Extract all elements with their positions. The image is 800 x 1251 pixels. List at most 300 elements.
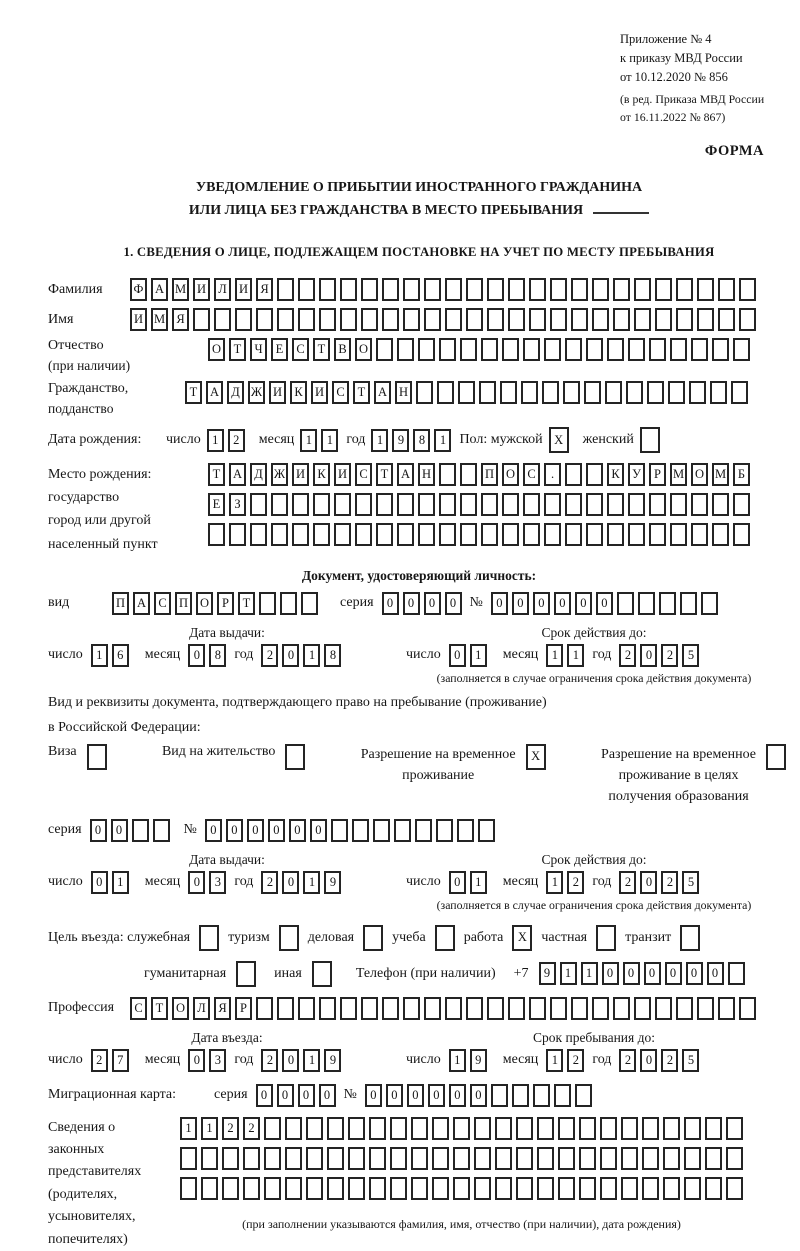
- char-cell[interactable]: [537, 1117, 554, 1140]
- char-cell[interactable]: 2: [261, 1049, 278, 1072]
- char-cell[interactable]: [523, 493, 540, 516]
- business-checkbox-cell[interactable]: [363, 925, 383, 951]
- char-cell[interactable]: Т: [353, 381, 370, 404]
- char-cell[interactable]: [411, 1147, 428, 1170]
- char-cell[interactable]: [424, 278, 441, 301]
- char-cell[interactable]: О: [172, 997, 189, 1020]
- char-cell[interactable]: [466, 278, 483, 301]
- char-cell[interactable]: [439, 523, 456, 546]
- char-cell[interactable]: [676, 278, 693, 301]
- char-cell[interactable]: А: [374, 381, 391, 404]
- char-cell[interactable]: [285, 1147, 302, 1170]
- char-cell[interactable]: 0: [282, 1049, 299, 1072]
- char-cell[interactable]: [579, 1147, 596, 1170]
- char-cell[interactable]: 9: [324, 1049, 341, 1072]
- char-cell[interactable]: О: [208, 338, 225, 361]
- char-cell[interactable]: [516, 1117, 533, 1140]
- char-cell[interactable]: А: [151, 278, 168, 301]
- char-cell[interactable]: [529, 278, 546, 301]
- char-cell[interactable]: [558, 1177, 575, 1200]
- char-cell[interactable]: О: [355, 338, 372, 361]
- char-cell[interactable]: Ж: [248, 381, 265, 404]
- char-cell[interactable]: 0: [277, 1084, 294, 1107]
- other-checkbox-cell[interactable]: [312, 961, 332, 987]
- work-checkbox-cell[interactable]: X: [512, 925, 532, 951]
- char-cell[interactable]: [132, 819, 149, 842]
- char-cell[interactable]: [285, 1117, 302, 1140]
- char-cell[interactable]: [445, 278, 462, 301]
- male-checkbox-cell[interactable]: X: [549, 427, 569, 453]
- char-cell[interactable]: [642, 1147, 659, 1170]
- char-cell[interactable]: 0: [382, 592, 399, 615]
- char-cell[interactable]: И: [193, 278, 210, 301]
- char-cell[interactable]: [684, 1117, 701, 1140]
- char-cell[interactable]: [579, 1117, 596, 1140]
- char-cell[interactable]: 1: [560, 962, 577, 985]
- char-cell[interactable]: Л: [193, 997, 210, 1020]
- char-cell[interactable]: [705, 1117, 722, 1140]
- char-cell[interactable]: [542, 381, 559, 404]
- char-cell[interactable]: 8: [413, 429, 430, 452]
- char-cell[interactable]: [733, 523, 750, 546]
- char-cell[interactable]: С: [130, 997, 147, 1020]
- char-cell[interactable]: [638, 592, 655, 615]
- char-cell[interactable]: [512, 1084, 529, 1107]
- char-cell[interactable]: [403, 308, 420, 331]
- char-cell[interactable]: Д: [250, 463, 267, 486]
- char-cell[interactable]: [680, 592, 697, 615]
- char-cell[interactable]: [222, 1147, 239, 1170]
- char-cell[interactable]: И: [130, 308, 147, 331]
- char-cell[interactable]: [340, 278, 357, 301]
- char-cell[interactable]: [403, 997, 420, 1020]
- char-cell[interactable]: 1: [434, 429, 451, 452]
- char-cell[interactable]: [264, 1117, 281, 1140]
- char-cell[interactable]: А: [133, 592, 150, 615]
- char-cell[interactable]: [453, 1117, 470, 1140]
- char-cell[interactable]: [613, 997, 630, 1020]
- char-cell[interactable]: [718, 308, 735, 331]
- char-cell[interactable]: Д: [227, 381, 244, 404]
- char-cell[interactable]: 1: [303, 871, 320, 894]
- char-cell[interactable]: 0: [665, 962, 682, 985]
- char-cell[interactable]: [655, 308, 672, 331]
- char-cell[interactable]: Ч: [250, 338, 267, 361]
- char-cell[interactable]: [500, 381, 517, 404]
- char-cell[interactable]: [655, 997, 672, 1020]
- char-cell[interactable]: [697, 278, 714, 301]
- char-cell[interactable]: [642, 1117, 659, 1140]
- char-cell[interactable]: [523, 338, 540, 361]
- char-cell[interactable]: [663, 1117, 680, 1140]
- char-cell[interactable]: [487, 278, 504, 301]
- char-cell[interactable]: Е: [208, 493, 225, 516]
- char-cell[interactable]: [634, 278, 651, 301]
- char-cell[interactable]: 2: [567, 871, 584, 894]
- char-cell[interactable]: [544, 338, 561, 361]
- char-cell[interactable]: И: [235, 278, 252, 301]
- char-cell[interactable]: Л: [214, 278, 231, 301]
- char-cell[interactable]: 1: [300, 429, 317, 452]
- char-cell[interactable]: [529, 308, 546, 331]
- char-cell[interactable]: [369, 1117, 386, 1140]
- char-cell[interactable]: [712, 493, 729, 516]
- char-cell[interactable]: Я: [214, 997, 231, 1020]
- char-cell[interactable]: Т: [208, 463, 225, 486]
- char-cell[interactable]: [607, 493, 624, 516]
- char-cell[interactable]: М: [151, 308, 168, 331]
- char-cell[interactable]: [436, 819, 453, 842]
- female-checkbox-cell[interactable]: [640, 427, 660, 453]
- char-cell[interactable]: Т: [376, 463, 393, 486]
- char-cell[interactable]: [626, 381, 643, 404]
- temp-residence-edu-checkbox-cell[interactable]: [766, 744, 786, 770]
- char-cell[interactable]: [550, 308, 567, 331]
- char-cell[interactable]: [613, 308, 630, 331]
- char-cell[interactable]: 0: [575, 592, 592, 615]
- char-cell[interactable]: [418, 523, 435, 546]
- char-cell[interactable]: Н: [395, 381, 412, 404]
- char-cell[interactable]: Т: [238, 592, 255, 615]
- char-cell[interactable]: О: [196, 592, 213, 615]
- char-cell[interactable]: С: [523, 463, 540, 486]
- char-cell[interactable]: 9: [324, 871, 341, 894]
- char-cell[interactable]: 2: [661, 1049, 678, 1072]
- char-cell[interactable]: [437, 381, 454, 404]
- char-cell[interactable]: [691, 338, 708, 361]
- char-cell[interactable]: [334, 523, 351, 546]
- char-cell[interactable]: [584, 381, 601, 404]
- char-cell[interactable]: [369, 1147, 386, 1170]
- char-cell[interactable]: 1: [91, 644, 108, 667]
- char-cell[interactable]: М: [670, 463, 687, 486]
- char-cell[interactable]: И: [292, 463, 309, 486]
- char-cell[interactable]: [355, 523, 372, 546]
- char-cell[interactable]: [617, 592, 634, 615]
- char-cell[interactable]: [537, 1147, 554, 1170]
- char-cell[interactable]: [460, 463, 477, 486]
- char-cell[interactable]: [600, 1147, 617, 1170]
- char-cell[interactable]: [508, 997, 525, 1020]
- char-cell[interactable]: [670, 493, 687, 516]
- char-cell[interactable]: С: [154, 592, 171, 615]
- char-cell[interactable]: 2: [261, 871, 278, 894]
- char-cell[interactable]: 0: [491, 592, 508, 615]
- char-cell[interactable]: [684, 1147, 701, 1170]
- char-cell[interactable]: [642, 1177, 659, 1200]
- char-cell[interactable]: [726, 1117, 743, 1140]
- char-cell[interactable]: [586, 523, 603, 546]
- char-cell[interactable]: 0: [91, 871, 108, 894]
- char-cell[interactable]: С: [292, 338, 309, 361]
- char-cell[interactable]: О: [691, 463, 708, 486]
- char-cell[interactable]: [271, 493, 288, 516]
- char-cell[interactable]: 1: [470, 644, 487, 667]
- char-cell[interactable]: [634, 308, 651, 331]
- char-cell[interactable]: Т: [185, 381, 202, 404]
- char-cell[interactable]: [214, 308, 231, 331]
- char-cell[interactable]: 9: [392, 429, 409, 452]
- char-cell[interactable]: А: [206, 381, 223, 404]
- char-cell[interactable]: [565, 463, 582, 486]
- char-cell[interactable]: [600, 1117, 617, 1140]
- char-cell[interactable]: [684, 1177, 701, 1200]
- char-cell[interactable]: 0: [686, 962, 703, 985]
- char-cell[interactable]: П: [481, 463, 498, 486]
- char-cell[interactable]: 2: [222, 1117, 239, 1140]
- char-cell[interactable]: 0: [226, 819, 243, 842]
- char-cell[interactable]: [411, 1177, 428, 1200]
- char-cell[interactable]: [458, 381, 475, 404]
- char-cell[interactable]: 1: [371, 429, 388, 452]
- char-cell[interactable]: 7: [112, 1049, 129, 1072]
- char-cell[interactable]: [523, 523, 540, 546]
- char-cell[interactable]: [445, 308, 462, 331]
- char-cell[interactable]: [495, 1177, 512, 1200]
- char-cell[interactable]: [474, 1147, 491, 1170]
- char-cell[interactable]: [705, 1177, 722, 1200]
- char-cell[interactable]: [397, 523, 414, 546]
- visa-checkbox-cell[interactable]: [87, 744, 107, 770]
- char-cell[interactable]: 0: [407, 1084, 424, 1107]
- char-cell[interactable]: [516, 1177, 533, 1200]
- char-cell[interactable]: [403, 278, 420, 301]
- char-cell[interactable]: 9: [539, 962, 556, 985]
- char-cell[interactable]: [361, 997, 378, 1020]
- char-cell[interactable]: 2: [261, 644, 278, 667]
- char-cell[interactable]: [487, 308, 504, 331]
- char-cell[interactable]: [479, 381, 496, 404]
- char-cell[interactable]: .: [544, 463, 561, 486]
- char-cell[interactable]: Т: [151, 997, 168, 1020]
- char-cell[interactable]: О: [502, 463, 519, 486]
- char-cell[interactable]: [285, 1177, 302, 1200]
- char-cell[interactable]: [229, 523, 246, 546]
- char-cell[interactable]: Р: [235, 997, 252, 1020]
- char-cell[interactable]: [495, 1147, 512, 1170]
- char-cell[interactable]: [565, 523, 582, 546]
- char-cell[interactable]: 0: [188, 644, 205, 667]
- char-cell[interactable]: 1: [303, 644, 320, 667]
- char-cell[interactable]: [533, 1084, 550, 1107]
- char-cell[interactable]: [382, 308, 399, 331]
- char-cell[interactable]: [649, 523, 666, 546]
- char-cell[interactable]: У: [628, 463, 645, 486]
- char-cell[interactable]: [256, 308, 273, 331]
- char-cell[interactable]: [663, 1147, 680, 1170]
- char-cell[interactable]: 3: [209, 1049, 226, 1072]
- char-cell[interactable]: С: [332, 381, 349, 404]
- char-cell[interactable]: [397, 493, 414, 516]
- char-cell[interactable]: [369, 1177, 386, 1200]
- char-cell[interactable]: [418, 493, 435, 516]
- char-cell[interactable]: 2: [567, 1049, 584, 1072]
- char-cell[interactable]: [445, 997, 462, 1020]
- char-cell[interactable]: [634, 997, 651, 1020]
- char-cell[interactable]: [739, 308, 756, 331]
- char-cell[interactable]: 1: [201, 1117, 218, 1140]
- char-cell[interactable]: 0: [623, 962, 640, 985]
- char-cell[interactable]: [298, 308, 315, 331]
- char-cell[interactable]: 0: [428, 1084, 445, 1107]
- char-cell[interactable]: 0: [365, 1084, 382, 1107]
- char-cell[interactable]: 0: [707, 962, 724, 985]
- char-cell[interactable]: [697, 997, 714, 1020]
- char-cell[interactable]: [250, 523, 267, 546]
- char-cell[interactable]: [571, 308, 588, 331]
- char-cell[interactable]: 1: [567, 644, 584, 667]
- char-cell[interactable]: [571, 278, 588, 301]
- char-cell[interactable]: 6: [112, 644, 129, 667]
- char-cell[interactable]: [670, 338, 687, 361]
- study-checkbox-cell[interactable]: [435, 925, 455, 951]
- char-cell[interactable]: [208, 523, 225, 546]
- char-cell[interactable]: [222, 1177, 239, 1200]
- char-cell[interactable]: [718, 278, 735, 301]
- char-cell[interactable]: [550, 997, 567, 1020]
- char-cell[interactable]: [739, 278, 756, 301]
- char-cell[interactable]: Н: [418, 463, 435, 486]
- char-cell[interactable]: В: [334, 338, 351, 361]
- char-cell[interactable]: [628, 493, 645, 516]
- char-cell[interactable]: 0: [424, 592, 441, 615]
- char-cell[interactable]: [508, 278, 525, 301]
- char-cell[interactable]: [201, 1147, 218, 1170]
- char-cell[interactable]: Ф: [130, 278, 147, 301]
- char-cell[interactable]: [453, 1147, 470, 1170]
- char-cell[interactable]: [201, 1177, 218, 1200]
- char-cell[interactable]: [495, 1117, 512, 1140]
- char-cell[interactable]: [292, 523, 309, 546]
- tourism-checkbox-cell[interactable]: [279, 925, 299, 951]
- char-cell[interactable]: [628, 338, 645, 361]
- char-cell[interactable]: [481, 523, 498, 546]
- char-cell[interactable]: 0: [188, 1049, 205, 1072]
- char-cell[interactable]: А: [397, 463, 414, 486]
- char-cell[interactable]: [565, 338, 582, 361]
- char-cell[interactable]: [416, 381, 433, 404]
- char-cell[interactable]: [718, 997, 735, 1020]
- char-cell[interactable]: З: [229, 493, 246, 516]
- char-cell[interactable]: П: [175, 592, 192, 615]
- char-cell[interactable]: 2: [661, 644, 678, 667]
- char-cell[interactable]: [579, 1177, 596, 1200]
- char-cell[interactable]: 1: [546, 1049, 563, 1072]
- char-cell[interactable]: [264, 1177, 281, 1200]
- char-cell[interactable]: [466, 308, 483, 331]
- char-cell[interactable]: 8: [324, 644, 341, 667]
- char-cell[interactable]: [712, 338, 729, 361]
- char-cell[interactable]: [705, 1147, 722, 1170]
- official-checkbox-cell[interactable]: [199, 925, 219, 951]
- char-cell[interactable]: Т: [229, 338, 246, 361]
- char-cell[interactable]: [502, 523, 519, 546]
- char-cell[interactable]: [390, 1177, 407, 1200]
- char-cell[interactable]: [565, 493, 582, 516]
- humanitarian-checkbox-cell[interactable]: [236, 961, 256, 987]
- char-cell[interactable]: [460, 493, 477, 516]
- char-cell[interactable]: [319, 308, 336, 331]
- char-cell[interactable]: [424, 997, 441, 1020]
- char-cell[interactable]: 1: [321, 429, 338, 452]
- char-cell[interactable]: 9: [470, 1049, 487, 1072]
- char-cell[interactable]: 0: [282, 871, 299, 894]
- char-cell[interactable]: 1: [546, 871, 563, 894]
- char-cell[interactable]: [355, 493, 372, 516]
- char-cell[interactable]: [605, 381, 622, 404]
- char-cell[interactable]: [647, 381, 664, 404]
- char-cell[interactable]: А: [229, 463, 246, 486]
- char-cell[interactable]: [474, 1177, 491, 1200]
- char-cell[interactable]: [327, 1147, 344, 1170]
- char-cell[interactable]: [691, 523, 708, 546]
- char-cell[interactable]: Р: [217, 592, 234, 615]
- char-cell[interactable]: [733, 338, 750, 361]
- char-cell[interactable]: 1: [112, 871, 129, 894]
- char-cell[interactable]: 0: [640, 871, 657, 894]
- char-cell[interactable]: [474, 1117, 491, 1140]
- char-cell[interactable]: [361, 278, 378, 301]
- char-cell[interactable]: 0: [282, 644, 299, 667]
- transit-checkbox-cell[interactable]: [680, 925, 700, 951]
- char-cell[interactable]: 0: [644, 962, 661, 985]
- char-cell[interactable]: [529, 997, 546, 1020]
- char-cell[interactable]: [424, 308, 441, 331]
- char-cell[interactable]: И: [269, 381, 286, 404]
- char-cell[interactable]: [397, 338, 414, 361]
- char-cell[interactable]: 0: [298, 1084, 315, 1107]
- char-cell[interactable]: [418, 338, 435, 361]
- char-cell[interactable]: [712, 523, 729, 546]
- char-cell[interactable]: 0: [205, 819, 222, 842]
- char-cell[interactable]: [466, 997, 483, 1020]
- char-cell[interactable]: [390, 1117, 407, 1140]
- char-cell[interactable]: [655, 278, 672, 301]
- char-cell[interactable]: [613, 278, 630, 301]
- char-cell[interactable]: 1: [303, 1049, 320, 1072]
- char-cell[interactable]: [558, 1147, 575, 1170]
- char-cell[interactable]: 2: [243, 1117, 260, 1140]
- char-cell[interactable]: 0: [449, 1084, 466, 1107]
- char-cell[interactable]: 1: [581, 962, 598, 985]
- char-cell[interactable]: 2: [91, 1049, 108, 1072]
- char-cell[interactable]: [701, 592, 718, 615]
- char-cell[interactable]: [340, 308, 357, 331]
- char-cell[interactable]: 0: [512, 592, 529, 615]
- char-cell[interactable]: [348, 1177, 365, 1200]
- char-cell[interactable]: [313, 523, 330, 546]
- char-cell[interactable]: [659, 592, 676, 615]
- char-cell[interactable]: [710, 381, 727, 404]
- char-cell[interactable]: 8: [209, 644, 226, 667]
- char-cell[interactable]: [607, 338, 624, 361]
- char-cell[interactable]: [521, 381, 538, 404]
- char-cell[interactable]: 5: [682, 644, 699, 667]
- char-cell[interactable]: 1: [180, 1117, 197, 1140]
- char-cell[interactable]: [600, 1177, 617, 1200]
- char-cell[interactable]: [502, 493, 519, 516]
- char-cell[interactable]: [361, 308, 378, 331]
- char-cell[interactable]: Т: [313, 338, 330, 361]
- char-cell[interactable]: [689, 381, 706, 404]
- char-cell[interactable]: [726, 1177, 743, 1200]
- char-cell[interactable]: П: [112, 592, 129, 615]
- char-cell[interactable]: 5: [682, 871, 699, 894]
- char-cell[interactable]: [180, 1147, 197, 1170]
- char-cell[interactable]: [550, 278, 567, 301]
- char-cell[interactable]: [264, 1147, 281, 1170]
- char-cell[interactable]: [676, 308, 693, 331]
